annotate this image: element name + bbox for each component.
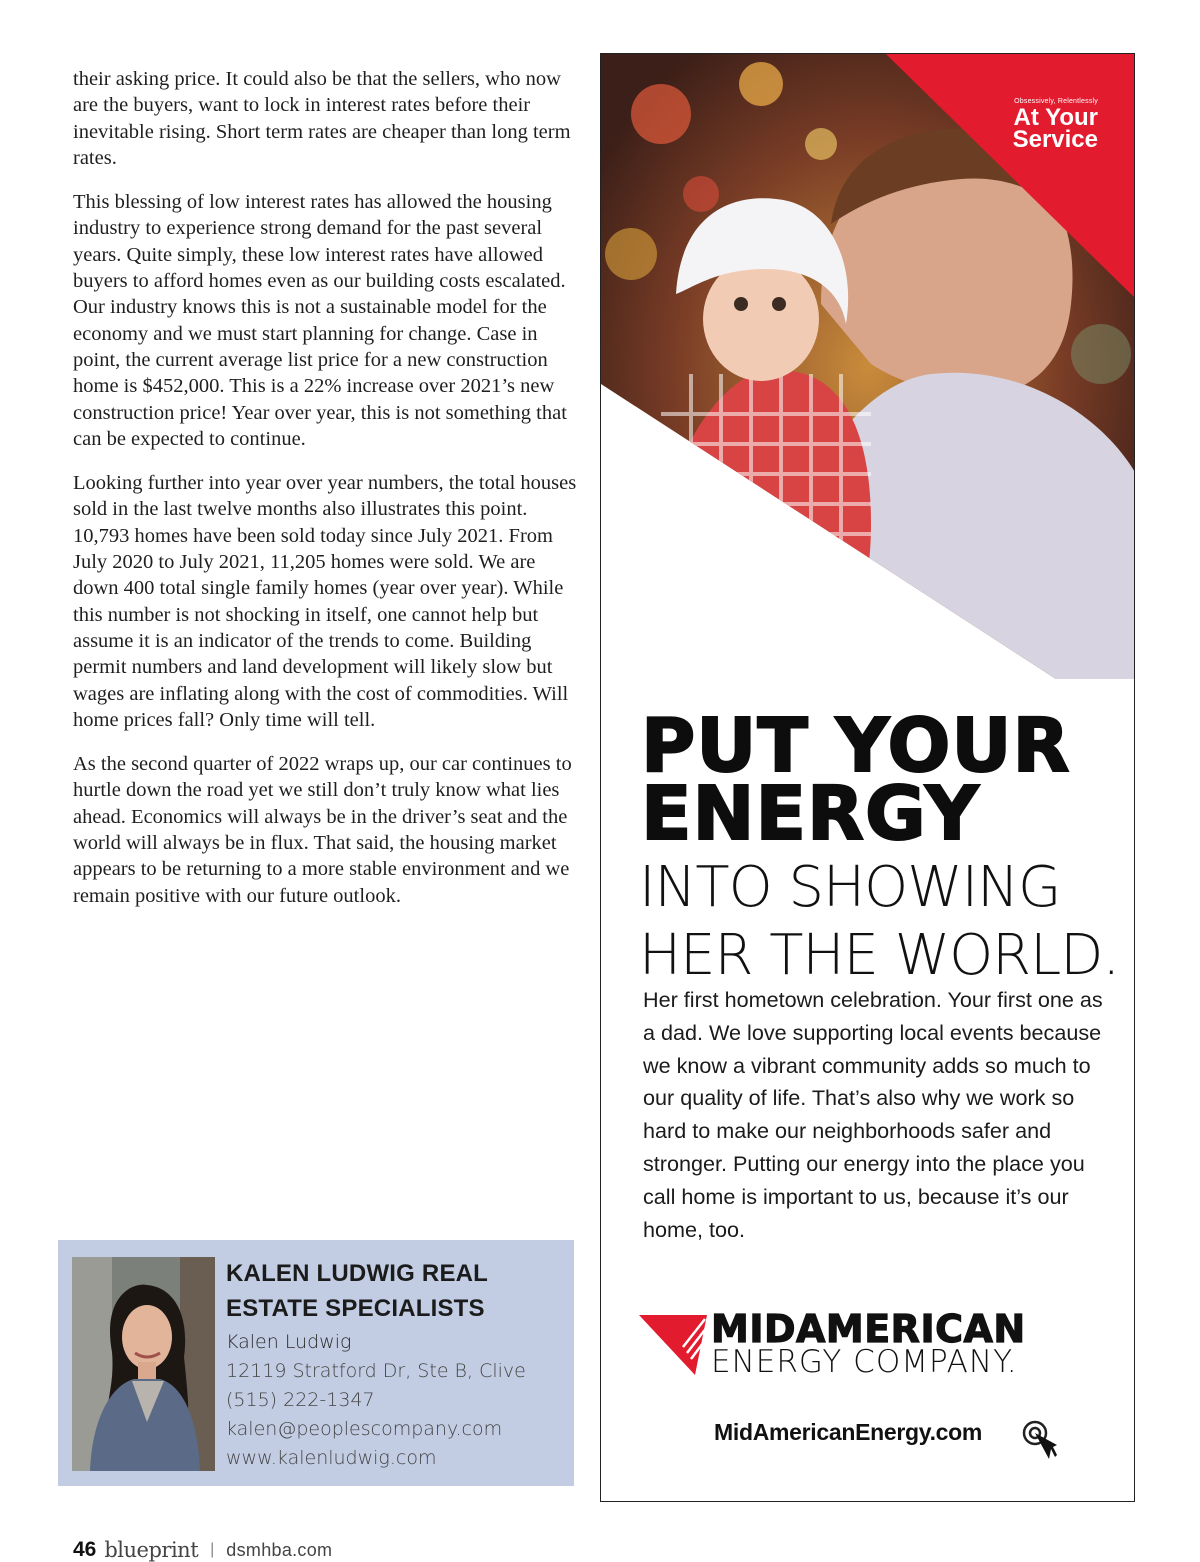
footer-site: dsmhba.com	[226, 1539, 333, 1560]
page-footer	[73, 1538, 332, 1562]
ad-body-copy: Her first hometown celebration. Your first one as a dad. We love supporting local events because we know a vibrant community adds so much to our quality of life. That’s also why we work so hard to make our neighborhoods safer and stronger. Putting our energy into the place you call home is important to us, because it’s our home, too.	[643, 987, 1103, 1242]
ad-badge-line2: Service	[1012, 126, 1098, 153]
ad-headline-light	[639, 854, 1129, 990]
page-number: 46	[73, 1538, 97, 1561]
ad-headline-line: INTO SHOWING	[639, 855, 1061, 920]
agent-name: Kalen Ludwig	[226, 1331, 352, 1353]
agent-phone: (515) 222-1347	[226, 1389, 375, 1411]
midamerican-ad	[600, 53, 1135, 1502]
footer-brand-logo: blueprint	[104, 1538, 199, 1562]
ad-url-link[interactable]: MidAmericanEnergy.com	[714, 1419, 983, 1445]
article-paragraph: As the second quarter of 2022 wraps up, our car continues to hurtle down the road yet we still don’t truly know what lies ahead. Economics will always be in the driver’s seat and the world will always be in flux. That said, the housing market appears to be returning to a more stable environment and we remain positive with our future outlook.	[73, 753, 572, 907]
ad-headline-bold	[641, 703, 1111, 857]
agent-website[interactable]: www.kalenludwig.com	[226, 1447, 437, 1469]
midamerican-logo-mark-icon	[639, 1313, 709, 1377]
midamerican-logo	[639, 1309, 1109, 1384]
agent-email[interactable]: kalen@peoplescompany.com	[226, 1418, 503, 1440]
ad-headline-line: ENERGY	[641, 771, 980, 857]
agent-card	[58, 1240, 574, 1486]
article-paragraph: their asking price. It could also be that the sellers, who now are the buyers, want to lock in interest rates before their inevitable rising. Short term rates are cheaper than long term rates.	[73, 68, 571, 169]
agent-address: 12119 Stratford Dr, Ste B, Clive	[226, 1360, 526, 1382]
ad-badge	[968, 98, 1098, 151]
ad-headline-line: HER THE WORLD.	[639, 923, 1120, 988]
logo-wordmark-line2: ENERGY COMPANY.	[711, 1344, 1018, 1380]
article-body	[73, 66, 578, 927]
agent-photo	[72, 1257, 215, 1471]
ad-badge-line1: At Your	[1013, 104, 1098, 131]
footer-separator: |	[210, 1541, 215, 1558]
logo-wordmark-line1: MIDAMERICAN	[711, 1307, 1026, 1351]
ad-badge-tagline: Obsessively, Relentlessly	[1014, 98, 1098, 105]
article-paragraph: Looking further into year over year numbers, the total houses sold in the last twelve months also illustrates this point. 10,793 homes have been sold today since July 2021. From July 2020 to July 2021, 11,205 homes were sold. We are down 400 total single family homes (year over year). While this number is not shocking in itself, one cannot help but assume it is an indicator of the trends to come. Building permit numbers and land development will likely slow but wages are inflating along with the cost of commodities. Will home prices fall? Only time will tell.	[73, 472, 577, 731]
article-paragraph: This blessing of low interest rates has allowed the housing industry to experience strong demand for the past several years. Quite simply, these low interest rates have allowed buyers to afford homes even as our building costs escalated. Our industry knows this is not a sustainable model for the economy and we must start planning for change. Case in point, the current average list price for a new construction home is $452,000. This is a 22% increase over 2021’s new construction price! Year over year, this is not something that can be expected to continue.	[73, 191, 567, 450]
click-cursor-icon	[1021, 1419, 1057, 1461]
ad-headline-line: PUT YOUR	[641, 703, 1071, 789]
agent-contact	[226, 1256, 566, 1473]
agent-company: KALEN LUDWIG REAL ESTATE SPECIALISTS	[226, 1260, 488, 1322]
